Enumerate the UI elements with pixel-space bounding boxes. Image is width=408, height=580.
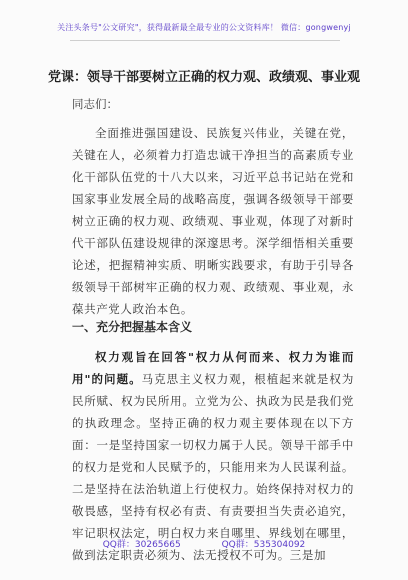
footer-qq-group-1: QQ群：30265665 xyxy=(102,540,181,550)
paragraph-power-view xyxy=(72,346,354,566)
header-notice: 关注头条号"公文研究"，获得最新最全最专业的公文资料库！ 微信：gongwenyj xyxy=(57,23,351,32)
paragraph-body: 马克思主义权力观，根植起来就是权为民所赋、权为民所用。立党为公、执政为民是我们党的执政理念。坚持正确的权力观主要体现在以下方面：一是坚持国家一切权力属于人民。领导干部手中的权力是党和人民赋予的，只能用来为人民谋利益。二是坚持在法治轨道上行使权力。始终保持对权力的敬畏感，坚持有权必有责、有责要担当失责必追究，牢记职权法定，明白权力来自哪里、界线划在哪里，做到法定职责必须为、法无授权不可为。三是加 xyxy=(72,372,355,562)
paragraph-lead: 权力观旨在回答"权力从何而来、权力为谁而用"的问题。 xyxy=(72,350,354,386)
header-divider xyxy=(70,40,340,41)
salutation: 同志们： xyxy=(72,97,118,111)
footer-qq-group-2: QQ群：535304092 xyxy=(221,540,306,550)
page-title: 党课：领导干部要树立正确的权力观、政绩观、事业观 xyxy=(47,70,360,85)
paragraph-intro: 全面推进强国建设、民族复兴伟业，关键在党，关键在人，必须着力打造忠诚干净担当的高素质专业化干部队伍党的十八大以来，习近平总书记站在党和国家事业发展全局的战略高度，强调各级领导干部要树立正确的权力观、政绩观、事业观，体现了对新时代干部队伍建设规律的深邃思考。深学细悟相关重要论述，把握精神实质、明晰实践要求，有助于引导各级领导干部树牢正确的权力观、政绩观、事业观，永葆共产党人政治本色。 xyxy=(72,126,354,316)
section-heading-1: 一、充分把握基本含义 xyxy=(72,320,193,334)
footer-contacts xyxy=(0,537,408,550)
